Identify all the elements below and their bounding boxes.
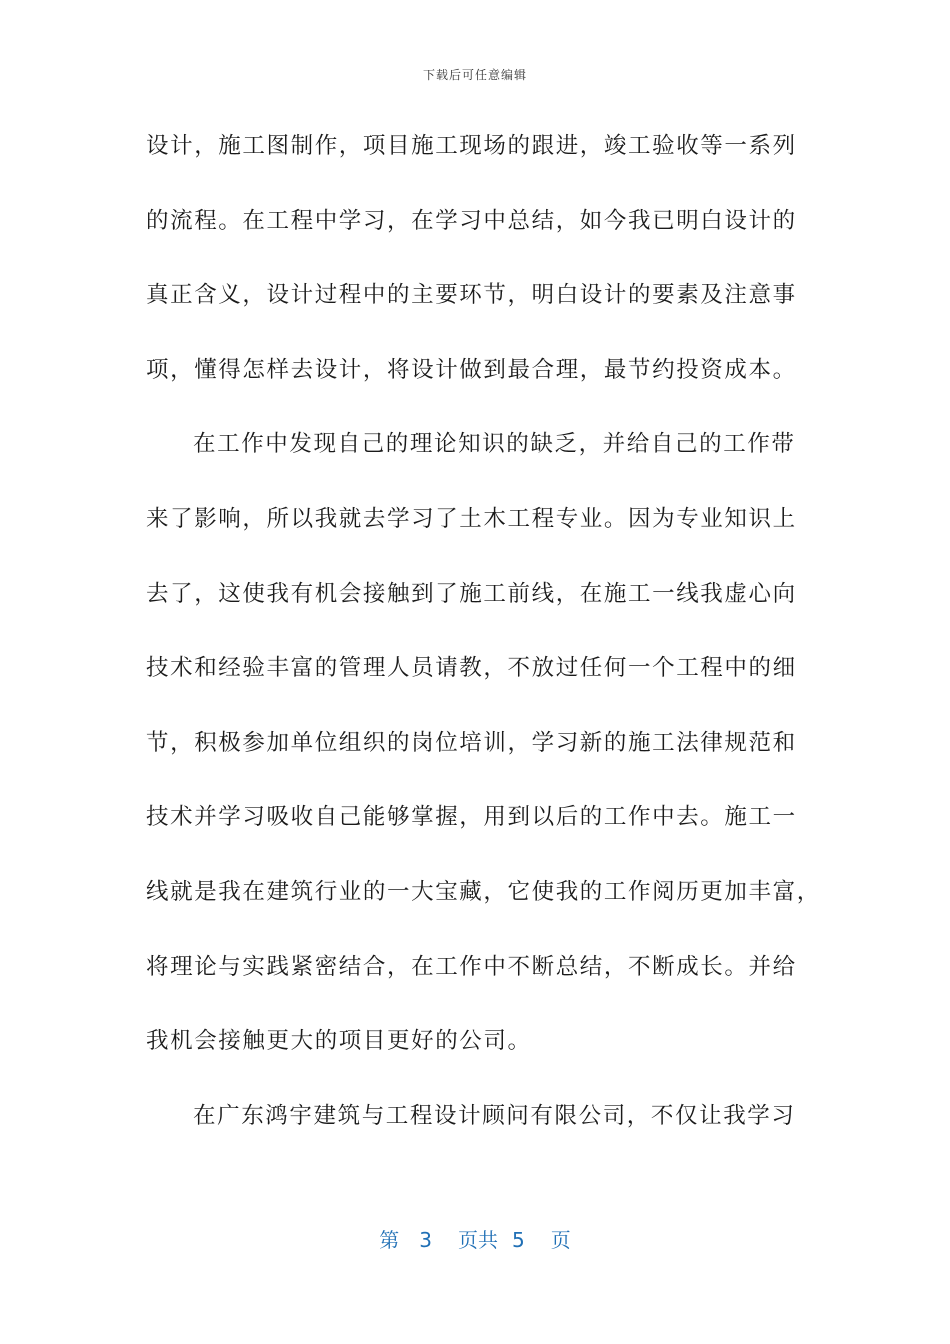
body-line-1: 设计，施工图制作，项目施工现场的跟进，竣工验收等一系列 [146, 133, 797, 159]
document-body [146, 118, 826, 1162]
footer-total-pages: 5 [512, 1228, 525, 1252]
body-line-2: 的流程。在工程中学习，在学习中总结，如今我已明白设计的 [146, 207, 797, 234]
body-line-13: 我机会接触更大的项目更好的公司。 [146, 1028, 532, 1055]
body-line-10: 技术并学习吸收自己能够掌握，用到以后的工作中去。施工一 [146, 804, 797, 831]
body-line-14: 在广东鸿宇建筑与工程设计顾问有限公司，不仅让我学习 [193, 1102, 796, 1129]
page-footer [0, 1224, 950, 1253]
body-line-7: 去了，这使我有机会接触到了施工前线，在施工一线我虚心向 [146, 580, 797, 607]
body-line-6: 来了影响，所以我就去学习了土木工程专业。因为专业知识上 [146, 505, 797, 532]
footer-suffix: 页 [550, 1228, 571, 1252]
body-line-5: 在工作中发现自己的理论知识的缺乏，并给自己的工作带 [193, 431, 796, 458]
body-line-8: 技术和经验丰富的管理人员请教，不放过任何一个工程中的细 [146, 655, 797, 682]
footer-prefix: 第 [379, 1228, 400, 1252]
body-line-4: 项，懂得怎样去设计，将设计做到最合理，最节约投资成本。 [146, 356, 797, 383]
body-line-9: 节，积极参加单位组织的岗位培训，学习新的施工法律规范和 [146, 729, 797, 756]
body-line-11: 线就是我在建筑行业的一大宝藏，它使我的工作阅历更加丰富， [146, 878, 821, 905]
footer-middle: 页共 [458, 1228, 498, 1252]
header-note: 下载后可任意编辑 [422, 68, 527, 82]
body-line-3: 真正含义，设计过程中的主要环节，明白设计的要素及注意事 [146, 282, 797, 309]
footer-current-page: 3 [419, 1228, 432, 1252]
body-line-12: 将理论与实践紧密结合，在工作中不断总结，不断成长。并给 [146, 953, 797, 980]
